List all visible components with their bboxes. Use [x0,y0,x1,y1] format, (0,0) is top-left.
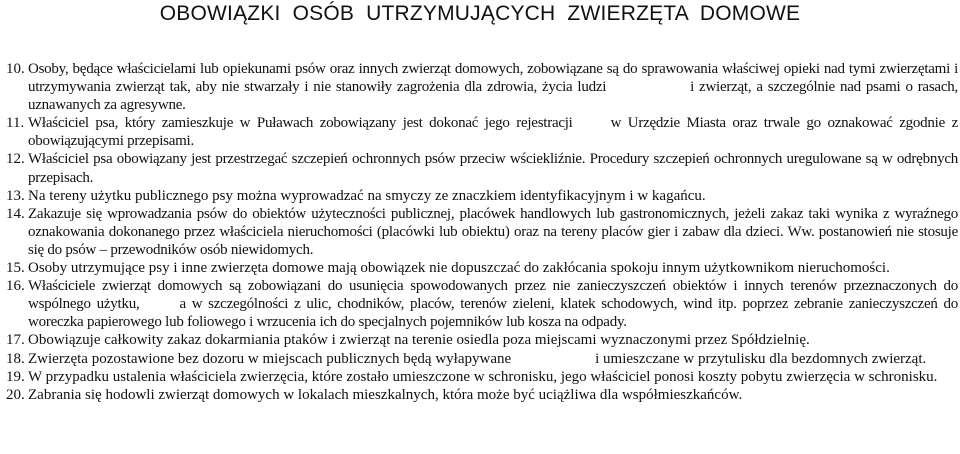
rule-text: Właściciel psa obowiązany jest przestrzegać szczepień ochronnych psów przeciw wściekliźnie. Procedury szczepień ochronnych uregulowane są w odrębnych przepisach. [28,151,958,186]
list-item [6,114,958,150]
list-item [6,150,958,186]
rule-text [28,277,958,331]
rule-number: 16. [6,278,25,295]
rule-number: 19. [6,368,25,385]
rules-list [6,60,958,404]
list-item [6,259,958,277]
rule-text: Zakazuje się wprowadzania psów do obiektów użyteczności publicznej, placówek handlowych lub gastronomicznych, jeżeli zakaz taki wynika z wyraźnego oznakowania dokonanego przez właściciela nieruchomości (placówki lub obiektu) oraz na tereny placów gier i zabaw dla dzieci. Ww. postanowień nie stosuje się do psów – przewodników osób niewidomych. [28,205,958,258]
rule-text-part: Zwierzęta pozostawione bez dozoru w miejscach publicznych będą wyłapywane [28,350,512,367]
rule-number: 12. [6,151,25,168]
rule-text: W przypadku ustalenia właściciela zwierzęcia, które zostało umieszczone w schronisku, jego właściciel ponosi koszty pobytu zwierzęcia w schronisku. [28,368,938,385]
rule-number: 18. [6,350,25,367]
rule-text [28,60,958,114]
list-item [6,368,958,386]
rule-text-part: i zwierząt, a szczególnie nad psami o rasach, uznawanych za agresywne. [28,79,958,114]
rule-text-part: Osoby, będące właścicielami lub opiekunami psów oraz innych zwierząt domowych, zobowiązane są do sprawowania właściwej opieki nad tymi zwierzętami i utrzymywania zwierząt tak, aby nie stwarzały i nie stanowiły zagrożenia dla zdrowia, życia ludzi [28,61,958,96]
rule-number: 11. [6,115,25,132]
page-title: OBOWIĄZKI OSÓB UTRZYMUJĄCYCH ZWIERZĘTA DOMOWE [159,2,801,25]
rule-text: Zabrania się hodowli zwierząt domowych w lokalach mieszkalnych, która może być uciążliwa dla współmieszkańców. [28,386,743,403]
rule-text: Obowiązuje całkowity zakaz dokarmiania ptaków i zwierząt na terenie osiedla poza miejscami wyznaczonymi przez Spółdzielnię. [28,332,810,349]
list-item [6,331,958,349]
rule-text-part: Właściciel psa, który zamieszkuje w Puławach zobowiązany jest dokonać jego rejestracji [28,115,573,132]
list-item [6,386,958,404]
rule-number: 17. [6,332,25,349]
list-item [6,277,958,331]
rule-number: 13. [6,187,25,204]
rule-text-part: Właściciele zwierząt domowych są zobowiązani do usunięcia spowodowanych przez nie zanieczyszczeń obiektów i innych terenów przeznaczonych do wspólnego użytku, [28,278,958,313]
rule-number: 15. [6,260,25,277]
rule-text-part: i umieszczane w przytulisku dla bezdomnych zwierząt. [595,350,927,367]
list-item [6,60,958,114]
rule-number: 20. [6,386,25,403]
rule-number: 10. [6,61,25,77]
rule-text-part: a w szczególności z ulic, chodników, placów, terenów zieleni, klatek schodowych, wind itp. poprzez zebranie zanieczyszczeń do woreczka papierowego lub foliowego i wrzucenia ich do specjalnych pojemników lub kosza na odpady. [28,296,958,331]
list-item [6,350,958,368]
rule-text-part: w Urzędzie Miasta oraz trwale go oznakować zgodnie z obowiązującymi przepisami. [28,115,958,150]
rule-number: 14. [6,205,25,222]
rule-text [28,350,958,368]
list-item [6,187,958,205]
rule-text: Osoby utrzymujące psy i inne zwierzęta domowe mają obowiązek nie dopuszczać do zakłócania spokoju innym użytkownikom nieruchomości. [28,260,890,277]
rule-text: Na tereny użytku publicznego psy można wyprowadzać na smyczy ze znaczkiem identyfikacyjnym i w kagańcu. [28,187,706,204]
list-item [6,205,958,259]
rule-text [28,114,958,150]
